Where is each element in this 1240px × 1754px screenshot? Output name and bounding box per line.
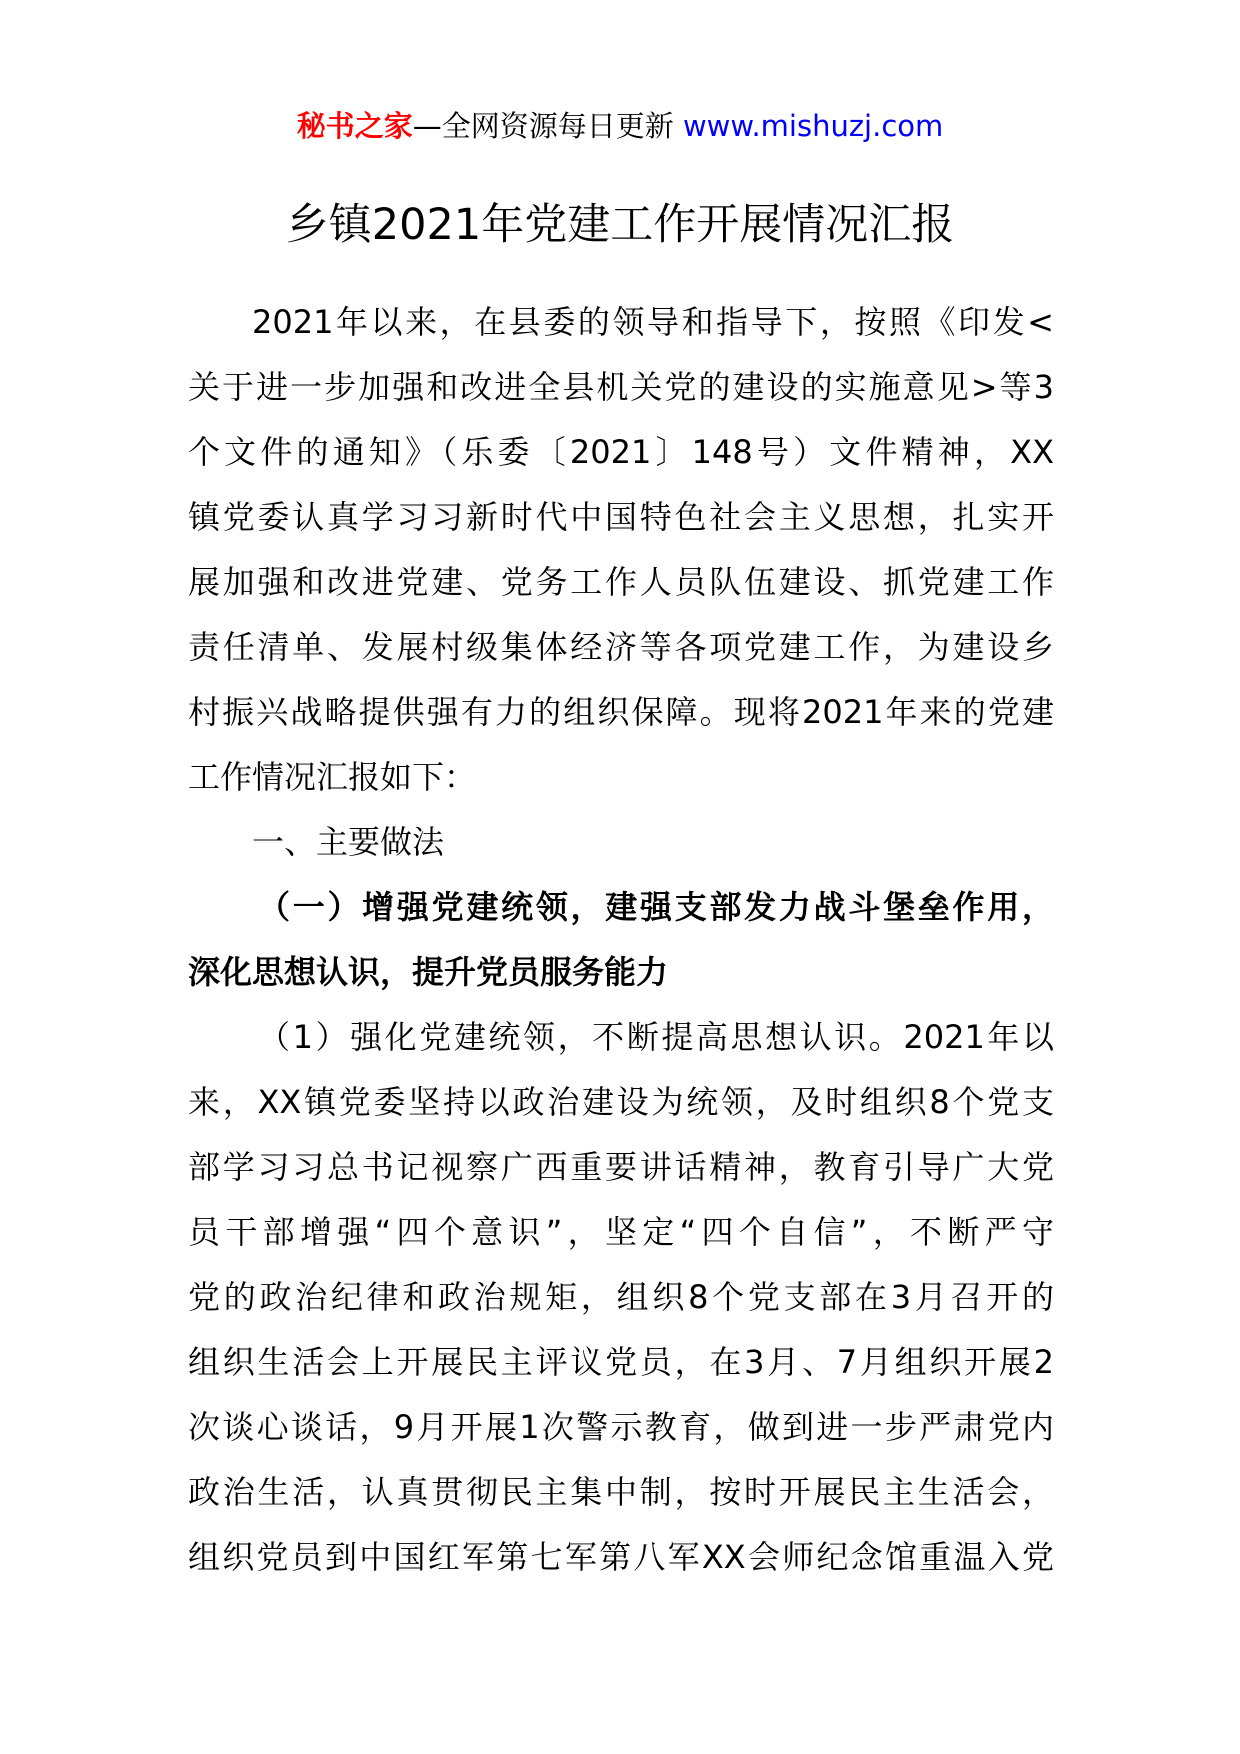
- site-header: [0, 96, 1240, 156]
- subsection-heading: 深化思想认识，提升党员服务能力: [188, 953, 669, 991]
- paragraph-line: 党的政治纪律和政治规矩，组织8个党支部在3月召开的: [188, 1278, 1054, 1316]
- site-tagline: —全网资源每日更新: [412, 109, 683, 143]
- paragraph-line: 来，XX镇党委坚持以政治建设为统领，及时组织8个党支: [188, 1083, 1054, 1121]
- document-title: 乡镇2021年党建工作开展情况汇报: [285, 200, 955, 250]
- paragraph-line: 镇党委认真学习习新时代中国特色社会主义思想，扎实开: [188, 498, 1054, 536]
- paragraph-line: 个文件的通知》（乐委〔2021〕148号）文件精神，XX: [188, 433, 1054, 471]
- paragraph-line: 组织党员到中国红军第七军第八军XX会师纪念馆重温入党: [188, 1538, 1054, 1576]
- document-body: [188, 290, 1054, 1590]
- paragraph-line: 责任清单、发展村级集体经济等各项党建工作，为建设乡: [188, 628, 1054, 666]
- site-url-link[interactable]: www.mishuzj.com: [682, 109, 944, 143]
- paragraph-line: 工作情况汇报如下：: [188, 758, 477, 796]
- paragraph-line: 部学习习总书记视察广西重要讲话精神，教育引导广大党: [188, 1148, 1054, 1186]
- paragraph-line: 次谈心谈话，9月开展1次警示教育，做到进一步严肃党内: [188, 1408, 1054, 1446]
- subsection-heading: （一）增强党建统领，建强支部发力战斗堡垒作用，: [258, 888, 1054, 926]
- section-heading: 一、主要做法: [252, 823, 445, 861]
- paragraph-line: 政治生活，认真贯彻民主集中制，按时开展民主生活会，: [188, 1473, 1054, 1511]
- paragraph-line: 关于进一步加强和改进全县机关党的建设的实施意见>等3: [188, 368, 1054, 406]
- paragraph-line: 组织生活会上开展民主评议党员，在3月、7月组织开展2: [188, 1343, 1054, 1381]
- paragraph-line: 村振兴战略提供强有力的组织保障。现将2021年来的党建: [188, 693, 1054, 731]
- paragraph-line: 2021年以来，在县委的领导和指导下，按照《印发<: [252, 303, 1054, 341]
- site-name: 秘书之家: [296, 109, 413, 143]
- paragraph-line: 员干部增强“四个意识”，坚定“四个自信”，不断严守: [188, 1213, 1054, 1251]
- paragraph-line: （1）强化党建统领，不断提高思想认识。2021年以: [258, 1018, 1054, 1056]
- paragraph-line: 展加强和改进党建、党务工作人员队伍建设、抓党建工作: [188, 563, 1054, 601]
